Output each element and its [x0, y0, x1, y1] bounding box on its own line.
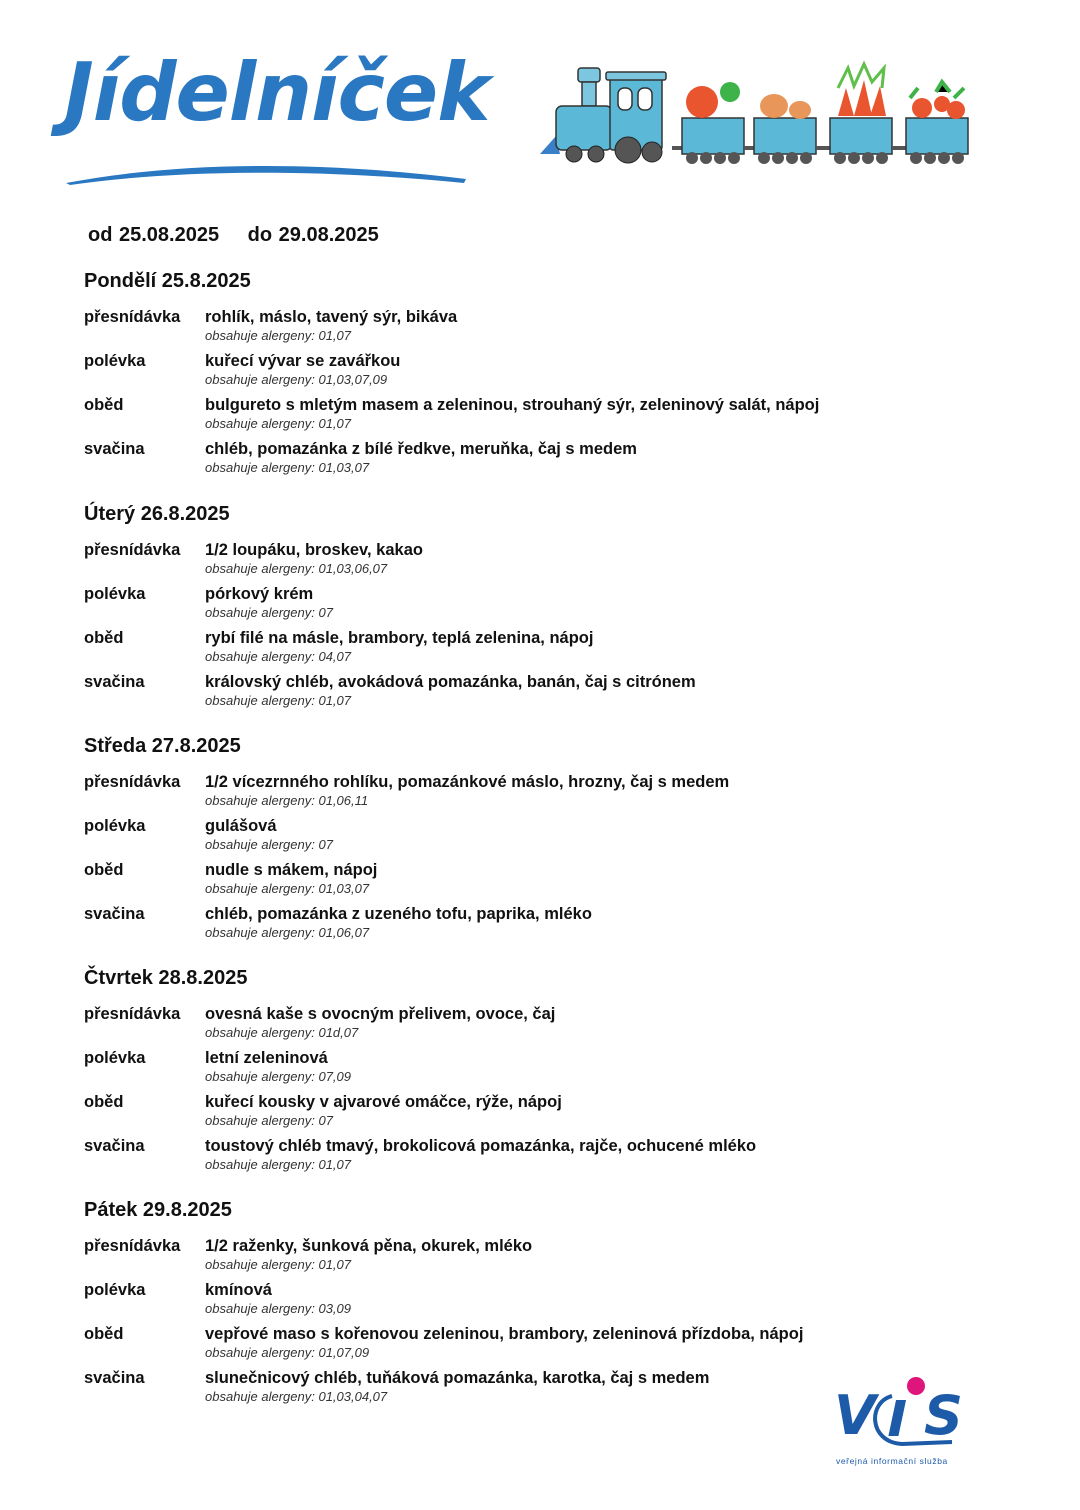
meal-allergens: obsahuje alergeny: 07	[205, 605, 333, 620]
meal-allergens: obsahuje alergeny: 01,07,09	[205, 1345, 370, 1360]
meal-row	[84, 439, 984, 477]
vegetable-train-icon	[538, 58, 978, 168]
menu-title-logo	[62, 46, 490, 192]
day-title: Čtvrtek 28.8.2025	[84, 967, 248, 989]
date-from: od 25.08.2025	[88, 224, 220, 246]
meal-allergens: obsahuje alergeny: 01d,07	[205, 1025, 359, 1040]
vis-logo-icon	[832, 1372, 982, 1454]
meal-label: polévka	[84, 352, 146, 370]
meal-row	[84, 628, 984, 666]
meal-allergens: obsahuje alergeny: 01,07	[205, 693, 352, 708]
day-title: Středa 27.8.2025	[84, 735, 241, 757]
meal-label: přesnídávka	[84, 541, 181, 559]
page-title: Jídelníček	[64, 46, 490, 139]
meal-name: ovesná kaše s ovocným přelivem, ovoce, čaj	[205, 1005, 556, 1023]
meal-row	[84, 1092, 984, 1130]
meal-allergens: obsahuje alergeny: 01,03,04,07	[205, 1389, 388, 1404]
meal-name: pórkový krém	[205, 585, 314, 603]
meal-label: přesnídávka	[84, 1005, 181, 1023]
meal-name: královský chléb, avokádová pomazánka, banán, čaj s citrónem	[205, 673, 696, 691]
meal-allergens: obsahuje alergeny: 01,07	[205, 328, 352, 343]
meal-allergens: obsahuje alergeny: 03,09	[205, 1301, 352, 1316]
meal-allergens: obsahuje alergeny: 04,07	[205, 649, 352, 664]
day-section-wednesday	[84, 735, 984, 948]
vis-logo	[832, 1372, 982, 1472]
meal-allergens: obsahuje alergeny: 01,07	[205, 1257, 352, 1272]
swoosh-underline-icon	[62, 157, 472, 187]
meal-allergens: obsahuje alergeny: 07	[205, 1113, 333, 1128]
meal-label: oběd	[84, 861, 124, 879]
meal-name: toustový chléb tmavý, brokolicová pomazánka, rajče, ochucené mléko	[205, 1137, 757, 1155]
meal-label: polévka	[84, 1281, 146, 1299]
meal-label: přesnídávka	[84, 773, 181, 791]
meal-name: 1/2 vícezrnného rohlíku, pomazánkové máslo, hrozny, čaj s medem	[205, 773, 730, 791]
meal-allergens: obsahuje alergeny: 01,06,11	[205, 793, 369, 808]
meal-allergens: obsahuje alergeny: 01,07	[205, 416, 352, 431]
day-title: Pátek 29.8.2025	[84, 1199, 232, 1221]
meal-label: oběd	[84, 1093, 124, 1111]
day-section-tuesday	[84, 503, 984, 716]
meal-allergens: obsahuje alergeny: 01,03,07	[205, 881, 370, 896]
meal-row	[84, 672, 984, 710]
meal-name: 1/2 raženky, šunková pěna, okurek, mléko	[205, 1237, 533, 1255]
meal-label: oběd	[84, 396, 124, 414]
vis-tagline: veřejná informační služba	[836, 1456, 948, 1466]
meal-allergens: obsahuje alergeny: 07	[205, 837, 333, 852]
meal-row	[84, 307, 984, 345]
meal-label: oběd	[84, 1325, 124, 1343]
meal-row	[84, 1004, 984, 1042]
meal-row	[84, 1048, 984, 1086]
meal-label: svačina	[84, 673, 145, 691]
svg-text:S: S	[924, 1384, 963, 1447]
day-section-monday	[84, 270, 984, 483]
meal-name: chléb, pomazánka z uzeného tofu, paprika, mléko	[205, 905, 592, 923]
meal-name: nudle s mákem, nápoj	[205, 861, 378, 879]
meal-row	[84, 1236, 984, 1274]
meal-name: chléb, pomazánka z bílé ředkve, meruňka, čaj s medem	[205, 440, 637, 458]
meal-row	[84, 1324, 984, 1362]
meal-allergens: obsahuje alergeny: 01,03,06,07	[205, 561, 388, 576]
meal-row	[84, 584, 984, 622]
meal-row	[84, 395, 984, 433]
meal-row	[84, 816, 984, 854]
meal-name: slunečnicový chléb, tuňáková pomazánka, karotka, čaj s medem	[205, 1369, 710, 1387]
meal-row	[84, 772, 984, 810]
meal-name: vepřové maso s kořenovou zeleninou, brambory, zeleninová přízdoba, nápoj	[205, 1325, 804, 1343]
meal-label: svačina	[84, 1369, 145, 1387]
date-range	[88, 224, 379, 247]
meal-name: kmínová	[205, 1281, 272, 1299]
meal-allergens: obsahuje alergeny: 01,03,07	[205, 460, 370, 475]
meal-name: rybí filé na másle, brambory, teplá zelenina, nápoj	[205, 629, 594, 647]
meal-name: bulgureto s mletým masem a zeleninou, strouhaný sýr, zeleninový salát, nápoj	[205, 396, 820, 414]
meal-label: svačina	[84, 440, 145, 458]
meal-name: letní zeleninová	[205, 1049, 328, 1067]
meal-allergens: obsahuje alergeny: 01,06,07	[205, 925, 370, 940]
meal-label: polévka	[84, 585, 146, 603]
svg-text:V: V	[834, 1384, 876, 1447]
meal-row	[84, 351, 984, 389]
meal-label: přesnídávka	[84, 1237, 181, 1255]
meal-label: svačina	[84, 1137, 145, 1155]
meal-allergens: obsahuje alergeny: 01,03,07,09	[205, 372, 388, 387]
meal-label: přesnídávka	[84, 308, 181, 326]
meal-name: kuřecí vývar se zavářkou	[205, 352, 401, 370]
meal-label: polévka	[84, 817, 146, 835]
date-to: do 29.08.2025	[247, 224, 379, 246]
day-section-thursday	[84, 967, 984, 1180]
meal-allergens: obsahuje alergeny: 07,09	[205, 1069, 352, 1084]
day-title: Úterý 26.8.2025	[84, 503, 230, 525]
meal-allergens: obsahuje alergeny: 01,07	[205, 1157, 352, 1172]
meal-name: 1/2 loupáku, broskev, kakao	[205, 541, 423, 559]
meal-row	[84, 1136, 984, 1174]
meal-row	[84, 860, 984, 898]
meal-row	[84, 1280, 984, 1318]
meal-label: svačina	[84, 905, 145, 923]
meal-label: oběd	[84, 629, 124, 647]
meal-name: kuřecí kousky v ajvarové omáčce, rýže, nápoj	[205, 1093, 562, 1111]
meal-name: gulášová	[205, 817, 277, 835]
meal-label: polévka	[84, 1049, 146, 1067]
meal-row	[84, 540, 984, 578]
meal-row	[84, 904, 984, 942]
meal-name: rohlík, máslo, tavený sýr, bikáva	[205, 308, 458, 326]
day-title: Pondělí 25.8.2025	[84, 270, 251, 292]
